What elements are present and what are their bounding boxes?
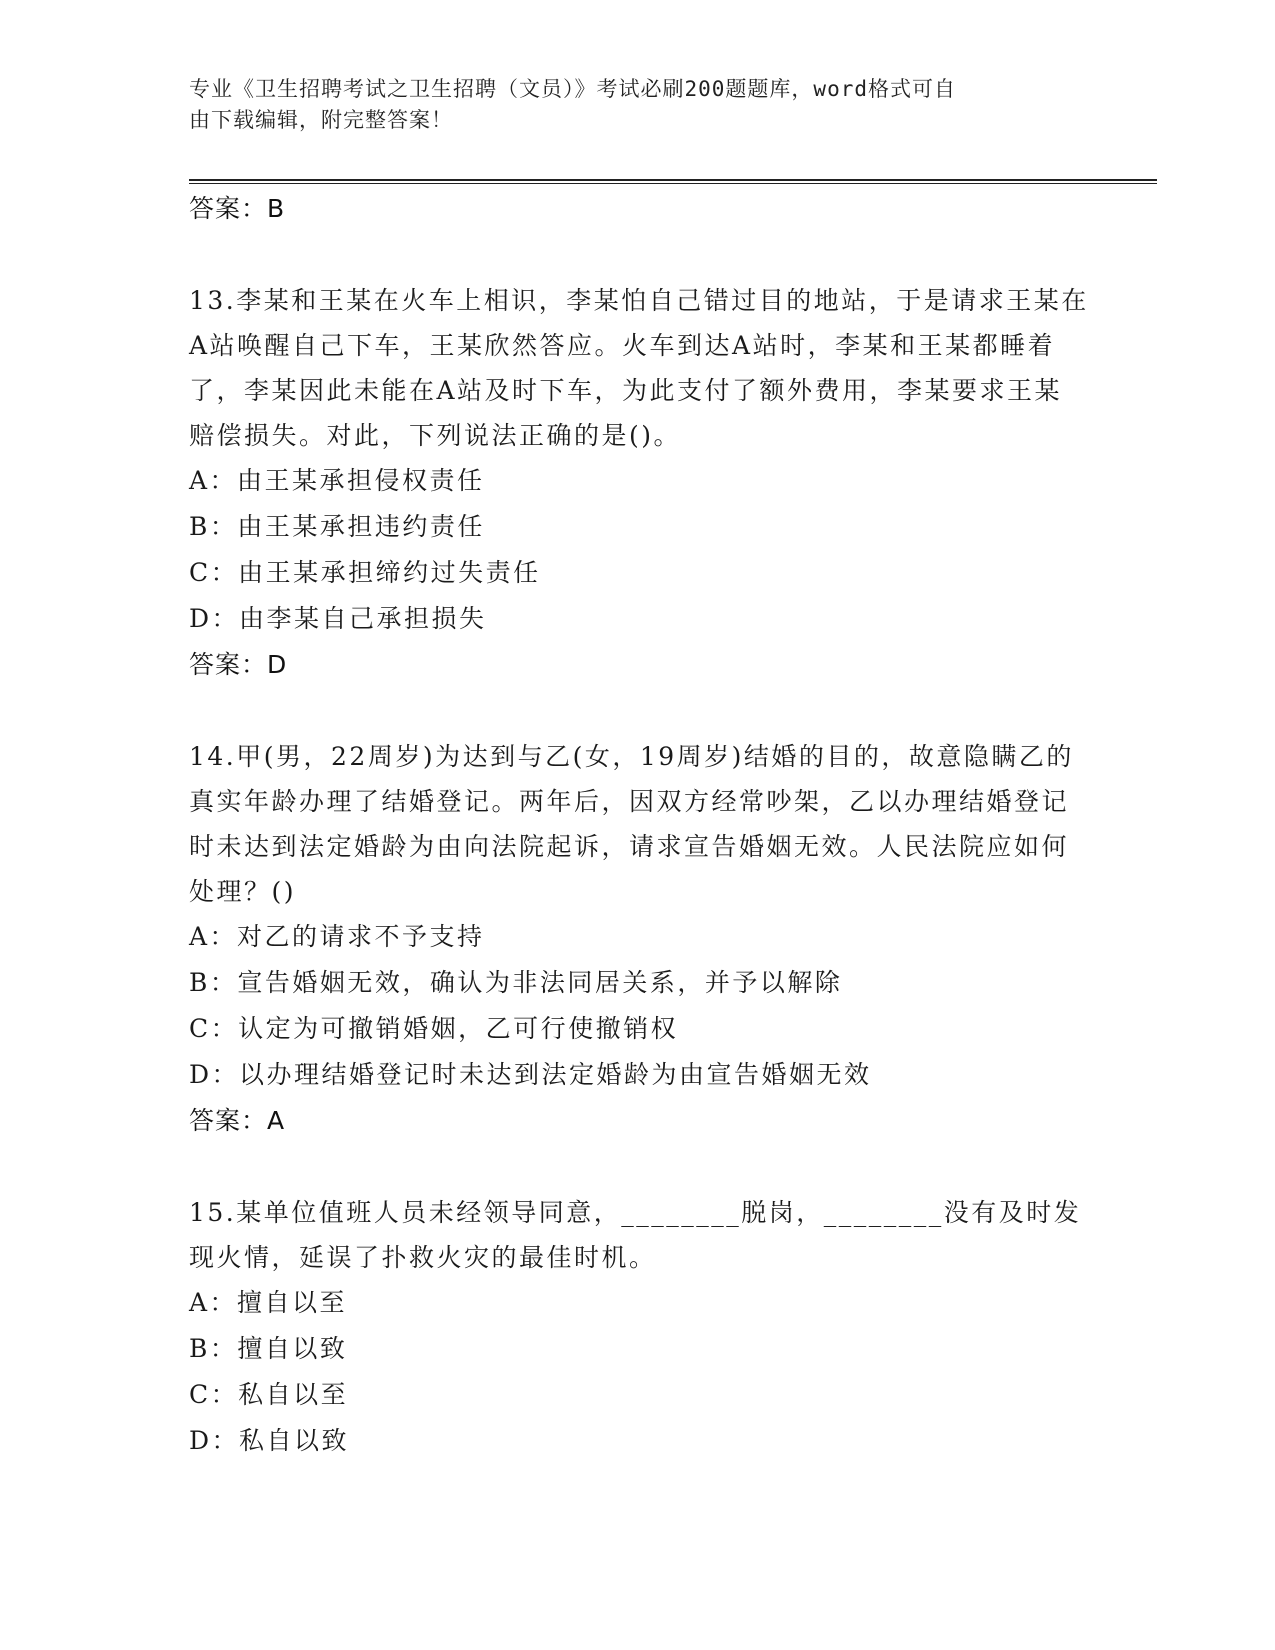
option-a: A：擅自以至: [189, 1288, 348, 1317]
option-c: C：由王某承担缔约过失责任: [189, 558, 541, 587]
option-b: B：宣告婚姻无效，确认为非法同居关系，并予以解除: [189, 968, 843, 997]
question-15: [189, 1190, 1089, 1464]
option-b: B：由王某承担违约责任: [189, 512, 485, 541]
answer-label: 答案：D: [189, 650, 288, 679]
document-body: [189, 186, 1089, 1464]
option-c: C：私自以至: [189, 1380, 349, 1409]
question-stem: 14.甲(男，22周岁)为达到与乙(女，19周岁)结婚的目的，故意隐瞒乙的真实年龄办理了结婚登记。两年后，因双方经常吵架，乙以办理结婚登记时未达到法定婚龄为由向法院起诉，请求宣告婚姻无效。人民法院应如何处理？(): [189, 742, 1074, 906]
option-d: D：以办理结婚登记时未达到法定婚龄为由宣告婚姻无效: [189, 1060, 872, 1089]
option-c: C：认定为可撤销婚姻，乙可行使撤销权: [189, 1014, 679, 1043]
option-d: D：由李某自己承担损失: [189, 604, 487, 633]
header-divider-thin: [189, 183, 1157, 184]
question-14: [189, 734, 1089, 1144]
header-title-line-2: 由下载编辑，附完整答案！: [189, 108, 453, 132]
question-stem: 13.李某和王某在火车上相识，李某怕自己错过目的地站，于是请求王某在A站唤醒自己下车，王某欣然答应。火车到达A站时，李某和王某都睡着了，李某因此未能在A站及时下车，为此支付了额外费用，李某要求王某赔偿损失。对此，下列说法正确的是()。: [189, 286, 1089, 450]
option-d: D：私自以致: [189, 1426, 350, 1455]
question-13: [189, 278, 1089, 688]
option-a: A：对乙的请求不予支持: [189, 922, 485, 951]
document-header: [189, 74, 1069, 136]
header-divider-thick: [189, 179, 1157, 181]
question-stem: 15.某单位值班人员未经领导同意，________脱岗，________没有及时发现火情，延误了扑救火灾的最佳时机。: [189, 1198, 1082, 1272]
option-a: A：由王某承担侵权责任: [189, 466, 485, 495]
answer-label: 答案：A: [189, 1106, 286, 1135]
option-b: B：擅自以致: [189, 1334, 348, 1363]
header-title-line-1: 专业《卫生招聘考试之卫生招聘（文员）》考试必刷200题题库，word格式可自: [189, 77, 956, 101]
answer-label: 答案：B: [189, 194, 286, 223]
